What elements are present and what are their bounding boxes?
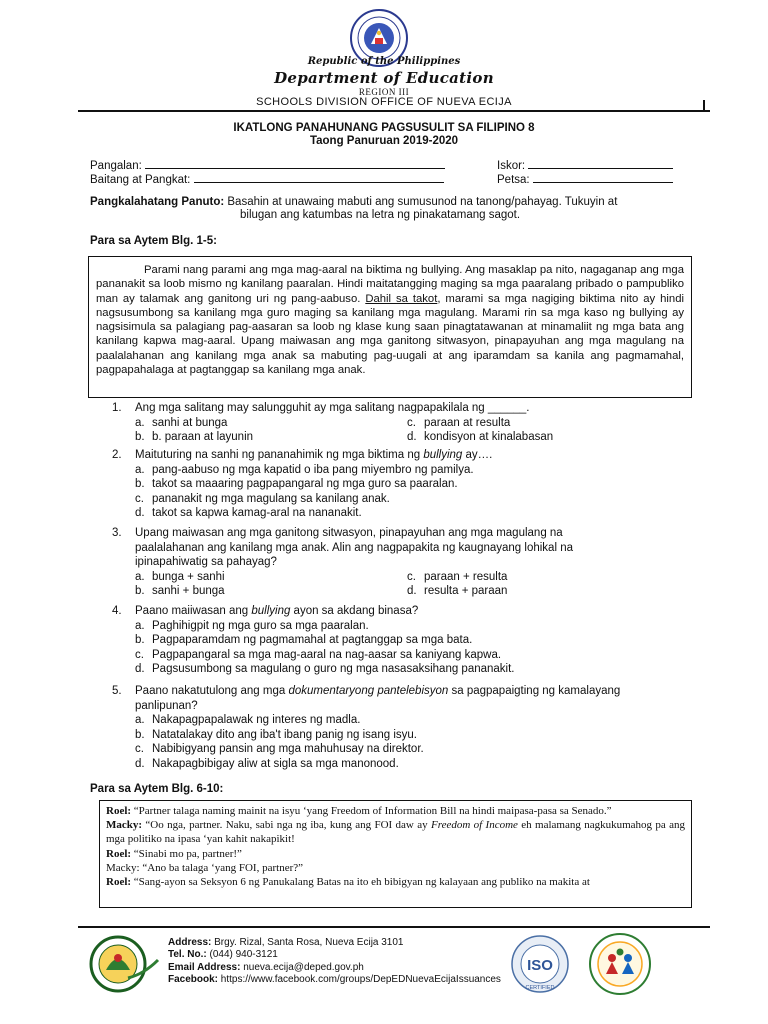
underlined-phrase: Dahil sa takot: [365, 292, 438, 305]
option-b[interactable]: b. takot sa maaaring pagpapangaral ng mga guro sa paaralan.: [135, 478, 458, 491]
division-label: SCHOOLS DIVISION OFFICE OF NUEVA ECIJA: [256, 96, 512, 108]
option-c[interactable]: c. Nabibigyang pansin ang mga mahuhusay na direktor.: [135, 743, 424, 756]
division-logo-icon: [88, 934, 160, 994]
option-d[interactable]: d. Pagsusumbong sa magulang o guro ng mga nasasaksihang pananakit.: [135, 663, 515, 676]
date-field[interactable]: [497, 173, 673, 186]
question-text: Paano nakatutulong ang mga dokumentaryong pantelebisyon sa pagpapaigting ng kamalayang panlipunan?: [135, 685, 621, 712]
header-divider: [78, 110, 710, 112]
child-friendly-school-icon: [586, 932, 654, 996]
name-blank[interactable]: [145, 159, 445, 169]
date-blank[interactable]: [533, 173, 673, 183]
footer-contact: Address: Brgy. Rizal, Santa Rosa, Nueva Ecija 3101 Tel. No.: (044) 940-3121 Email Address: nueva.ecija@deped.gov.ph Facebook: https://www.facebook.com/groups/DepEDNuevaEcijaIssuances: [168, 937, 501, 985]
score-blank[interactable]: [528, 159, 673, 169]
option-a[interactable]: a. Paghihigpit ng mga guro sa mga paaralan.: [135, 619, 369, 632]
question-1: 1. Ang mga salitang may salungguhit ay mga salitang nagpapakilala ng ______. a. sanhi at bunga c. paraan at resulta b. b. paraan at layunin d. kondisyon at kinalabasan: [112, 401, 692, 445]
name-field[interactable]: [90, 159, 445, 172]
dialogue-passage: Roel: “Partner talaga naming mainit na isyu ‘yang Freedom of Information Bill na hindi maipasa-pasa sa Senado.” Macky: “Oo nga, partner. Naku, sabi nga ng iba, kung ang FOI daw ay Freedom of Income eh malamang nagkukumahog pa ang mga politiko na ipasa ‘yan kahit nakapikit! Roel: “Sinabi mo pa, partner!” Macky: “Ano ba talaga ‘yang FOI, partner?” Roel: “Sang-ayon sa Seksyon 6 ng Panukalang Batas na ito eh bibigyan ng kalayaan ang publiko na makita at: [99, 800, 692, 908]
grade-section-label: Baitang at Pangkat:: [90, 174, 191, 186]
grade-section-blank[interactable]: [194, 173, 444, 183]
header-divider-corner: [703, 100, 705, 112]
department-label: Department of Education: [274, 69, 494, 87]
score-field[interactable]: [497, 159, 673, 172]
option-c[interactable]: c. Pagpapangaral sa mga mag-aaral na nag-aasar sa kaniyang kapwa.: [135, 648, 502, 661]
option-a[interactable]: a. pang-aabuso ng mga kapatid o iba pang miyembro ng pamilya.: [135, 463, 474, 476]
option-d[interactable]: d. Nakapagbibigay aliw at sigla sa mga manonood.: [135, 757, 399, 770]
question-3: 3. Upang maiwasan ang mga ganitong sitwasyon, pinapayuhan ang mga magulang na paalalahanan ang kanilang mga anak. Alin ang nagpapakita ng kaugnayang lohikal na ipinapahiwatig sa pahayag? a. bunga + sanhi c. paraan + resulta b. sanhi + bunga d. resulta + paraan: [112, 526, 692, 599]
exam-title-line1: IKATLONG PANAHUNANG PAGSUSULIT SA FILIPINO 8: [233, 122, 535, 134]
option-d[interactable]: d. takot sa kapwa kamag-aral na nananakit.: [135, 507, 362, 520]
facebook-link[interactable]: https://www.facebook.com/groups/DepEDNuevaEcijaIssuances: [220, 973, 501, 985]
reading-passage-1: Parami nang parami ang mga mag-aaral na biktima ng bullying. Ang masaklap pa nito, nagaganap ang mga pananakit sa loob mismo ng kanilang paaralan. Hindi maitatangging maging sa mga paaralang pribado o pampubliko man ay talamak ang ganitong uri ng pang-aabuso. Dahil sa takot, marami sa mga nagiging biktima nito ay hindi nagsusumbong sa kanilang mga guro maging sa kanilang mga magulang. Marami rin sa mga kaso ng bullying ay nagsisimula sa palagiang pag-aasaran sa loob ng klase kung saan pinagtatawanan at minamaliit ng mga bata ang kanilang kapwa mag-aaral. Upang maiwasan ang mga ganitong sitwasyon, pinapayuhan ang mga magulang na paalalahanan ang kanilang mga anak sa mabuting pag-uugali at ang iparamdam sa kanila ang pagmamahal, pagpapahalaga at pagtanggap sa kanilang mga anak.: [88, 256, 692, 398]
republic-label: Republic of the Philippines: [307, 56, 461, 67]
option-row: a. sanhi at bunga c. paraan at resulta: [135, 416, 511, 429]
exam-school-year: Taong Panuruan 2019-2020: [309, 135, 459, 147]
footer-divider: [78, 926, 710, 928]
question-2: 2. Maituturing na sanhi ng pananahimik ng mga biktima ng bullying ay…. a. pang-aabuso ng mga kapatid o iba pang miyembro ng pamilya. b. takot sa maaaring pagpapangaral ng mga guro sa paaralan. c. pananakit ng mga magulang sa kanilang anak. d. takot sa kapwa kamag-aral na nananakit.: [112, 448, 692, 521]
letterhead: [0, 0, 768, 118]
option-row: b. sanhi + bunga d. resulta + paraan: [135, 585, 508, 598]
region-label: REGION III: [358, 87, 410, 97]
option-a[interactable]: a. Nakapagpapalawak ng interes ng madla.: [135, 714, 361, 727]
question-4: 4. Paano maiiwasan ang bullying ayon sa akdang binasa? a. Paghihigpit ng mga guro sa mga paaralan. b. Pagpaparamdam ng pagmamahal at pagtanggap sa mga bata. c. Pagpapangaral sa mga mag-aaral na nag-aasar sa kaniyang kapwa. d. Pagsusumbong sa magulang o guro ng mga nasasaksihang pananakit.: [112, 604, 692, 677]
question-text: Upang maiwasan ang mga ganitong sitwasyon, pinapayuhan ang mga magulang na paalalahanan ang kanilang mga anak. Alin ang nagpapakita ng kaugnayang lohikal na ipinapahiwatig sa pahayag?: [135, 527, 573, 569]
email-link[interactable]: nueva.ecija@deped.gov.ph: [243, 961, 364, 973]
option-row: b. b. paraan at layunin d. kondisyon at kinalabasan: [135, 431, 554, 444]
directions-text-2: bilugan ang katumbas na letra ng pinakatamang sagot.: [240, 209, 521, 221]
option-c[interactable]: c. pananakit ng mga magulang sa kanilang anak.: [135, 492, 390, 505]
option-b[interactable]: b. Pagpaparamdam ng pagmamahal at pagtanggap sa mga bata.: [135, 634, 473, 647]
section-label-6-10: Para sa Aytem Blg. 6-10:: [90, 783, 224, 795]
directions-text-1: Basahin at unawaing mabuti ang sumusunod na tanong/pahayag. Tukuyin at: [227, 196, 618, 208]
general-directions: [90, 196, 690, 222]
directions-label: Pangkalahatang Panuto:: [90, 196, 225, 208]
date-label: Petsa:: [497, 174, 530, 186]
score-label: Iskor:: [497, 160, 526, 172]
question-5: 5. Paano nakatutulong ang mga dokumentaryong pantelebisyon sa pagpapaigting ng kamalayang panlipunan? a. Nakapagpapalawak ng interes ng madla. b. Natatalakay dito ang iba't ibang panig ng isang isyu. c. Nabibigyang pansin ang mga mahuhusay na direktor. d. Nakapagbibigay aliw at sigla sa mga manonood.: [112, 684, 692, 772]
iso-certified-icon: [508, 934, 572, 994]
grade-section-field[interactable]: [90, 173, 444, 186]
name-label: Pangalan:: [90, 160, 142, 172]
question-text: Paano maiiwasan ang bullying ayon sa akdang binasa?: [135, 605, 419, 617]
svg-text:CERTIFIED: CERTIFIED: [525, 985, 555, 991]
exam-title: [0, 122, 768, 148]
svg-text:ISO: ISO: [527, 957, 553, 974]
question-text: Ang mga salitang may salungguhit ay mga salitang nagpapakilala ng ______.: [135, 402, 530, 414]
option-row: a. bunga + sanhi c. paraan + resulta: [135, 570, 508, 583]
question-text: Maituturing na sanhi ng pananahimik ng mga biktima ng bullying ay….: [135, 449, 493, 461]
section-label-1-5: Para sa Aytem Blg. 1-5:: [90, 235, 217, 247]
option-b[interactable]: b. Natatalakay dito ang iba't ibang panig ng isang isyu.: [135, 728, 417, 741]
